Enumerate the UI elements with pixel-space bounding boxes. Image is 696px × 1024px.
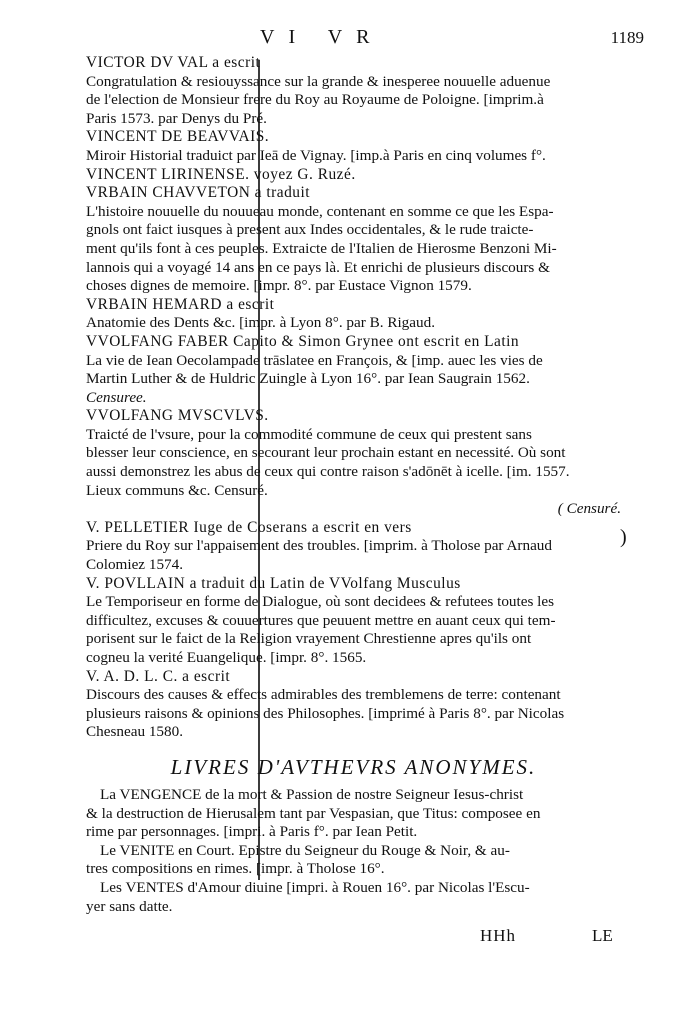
entry-heading: VVOLFANG MVSCVLVS. [86,407,269,425]
censure-note: Censuree. [86,388,147,406]
censure-note: ( Censuré. [557,500,621,518]
text-line: Priere du Roy sur l'appaisement des troubles. [imprim. à Tholose par Arnaud [86,537,552,555]
text-line: Paris 1573. par Denys du Pré. [86,109,267,127]
margin-bracket: ) [620,526,627,548]
text-line: tres compositions en rimes. [impr. à Tholose 16°. [86,860,385,878]
running-head: VI VR [260,26,384,48]
text-line: Colomiez 1574. [86,556,184,574]
text-line: La VENGENCE de la mort & Passion de nostre Seigneur Iesus-christ [100,785,524,803]
page-number: 1189 [610,28,644,47]
section-title: LIVRES D'AVTHEVRS ANONYMES. [170,754,537,779]
entry-heading: VINCENT LIRINENSE. voyez G. Ruzé. [86,165,356,183]
text-line: Le Temporiseur en forme de Dialogue, où sont decidees & refutees toutes les [86,593,555,611]
text-line: Discours des causes & effects admirables des tremblemens de terre: contenant [86,686,561,704]
text-line: porisent sur le faict de la Religion vrayement Chrestienne apres qu'ils ont [86,630,532,648]
text-line: Congratulation & resiouyssance sur la grande & inesperee nouuelle aduenue [86,72,551,90]
text-line: Anatomie des Dents &c. [impr. à Lyon 8°. par B. Rigaud. [86,314,435,332]
text-line: Miroir Historial traduict par Ieā de Vignay. [imp.à Paris en cinq volumes f°. [86,146,546,164]
entry-heading: V. A. D. L. C. a escrit [86,667,231,685]
text-line: cogneu la verité Euangelique. [impr. 8°. 1565. [86,649,367,666]
text-line: Martin Luther & de Huldric Zuingle à Lyon 16°. par Iean Saugrain 1562. [86,370,530,388]
entry-heading: VVOLFANG FABER Capito & Simon Grynee ont escrit en Latin [86,332,520,350]
signature-mark: HHh [480,926,517,945]
text-line: Lieux communs &c. Censuré. [86,481,268,499]
text-line: Chesneau 1580. [86,723,184,741]
entry-heading: V. PELLETIER Iuge de Coserans a escrit en vers [86,518,412,536]
text-line: Traicté de l'vsure, pour la commodité commune de ceux qui prestent sans [86,425,532,443]
text-line: difficultez, excuses & couuertures que peuuent mettre en auant ceux qui tem- [86,611,556,629]
page-footer [0,926,696,954]
text-line: gnols ont faict iusques à present aux Indes occidentales, & le rude traicte- [86,221,534,239]
entry-heading: VRBAIN HEMARD a escrit [86,295,275,313]
entry-heading: VRBAIN CHAVVETON a traduit [86,184,311,202]
text-line: blesser leur conscience, en secourant leur prochain estant en necessité. Où sont [86,444,566,462]
body-text [86,54,621,916]
text-line: & la destruction de Hierusalem tant par Vespasian, que Titus: composee en [86,804,541,822]
text-line: lannois qui a voyagé 14 ans en ce pays là. Et enrichi de plusieurs discours & [86,258,550,276]
text-line: de l'election de Monsieur frere du Roy au Royaume de Poloigne. [imprim.à [86,91,544,109]
entry-heading: VINCENT DE BEAVVAIS. [86,128,270,146]
text-line: La vie de Iean Oecolampade trāslatee en François, & [imp. auec les vies de [86,351,543,369]
page-header [0,24,696,54]
text-line: plusieurs raisons & opinions des Philosophes. [imprimé à Paris 8°. par Nicolas [86,704,565,722]
text-line: choses dignes de memoire. [impr. 8°. par Eustace Vignon 1579. [86,277,472,295]
text-line: yer sans datte. [86,897,173,915]
entry-heading: VICTOR DV VAL a escrit [86,54,261,71]
text-line: ment qu'ils font à ces peuples. Extraicte de l'Italien de Hierosme Benzoni Mi- [86,239,557,257]
text-line: L'histoire nouuelle du nouueau monde, contenant en somme ce que les Espa- [86,202,554,220]
text-line: Les VENTES d'Amour diuine [impri. à Rouen 16°. par Nicolas l'Escu- [100,878,530,896]
text-line: rime par personnages. [impri. à Paris f°. par Iean Petit. [86,823,418,841]
text-line: aussi demonstrez les abus de ceux qui contre raison s'adōnēt à icelle. [im. 1557. [86,463,570,481]
entry-heading: V. POVLLAIN a traduit du Latin de VVolfang Musculus [86,574,461,592]
text-line: Le VENITE en Court. Epistre du Seigneur du Rouge & Noir, & au- [100,841,510,859]
catchword: LE [592,926,613,945]
